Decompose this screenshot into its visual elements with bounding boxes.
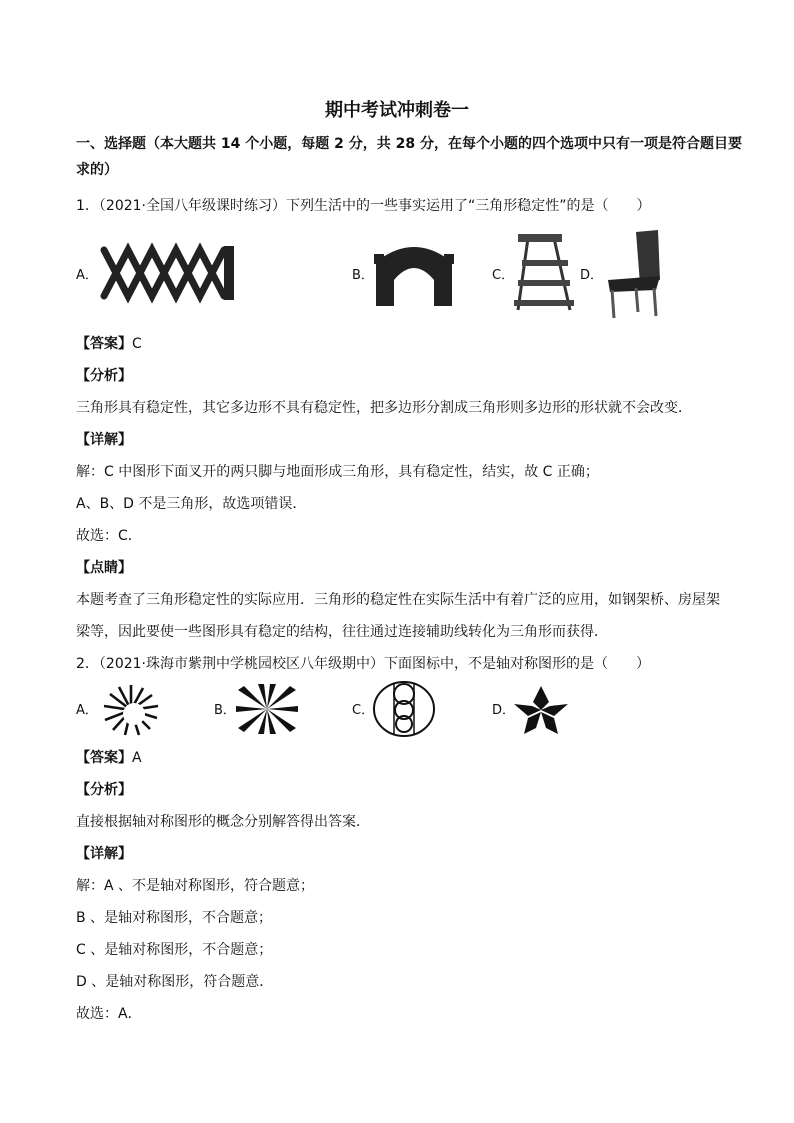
q1-analysis-text: 三角形具有稳定性，其它多边形不具有稳定性，把多边形分割成三角形则多边形的形状就不会改变． (76, 400, 692, 416)
q2-analysis-label: 【分析】 (76, 782, 132, 798)
q2-option-b-image (236, 684, 298, 734)
q1-answer-tag: 【答案】 (76, 336, 132, 352)
q2-answer-value: A (132, 750, 142, 766)
q2-option-d-label: D． (492, 703, 516, 718)
q1-comment-label: 【点睛】 (76, 560, 132, 576)
q1-option-a-image (98, 238, 238, 308)
q1-option-b-label: B． (352, 268, 374, 283)
q2-analysis-text: 直接根据轴对称图形的概念分别解答得出答案． (76, 814, 370, 830)
q1-option-a-label: A． (76, 268, 98, 283)
q2-option-b-label: B． (214, 703, 236, 718)
q2-option-a-label: A． (76, 703, 98, 718)
q2-detail-line3: C 、是轴对称图形，不合题意； (76, 942, 273, 958)
q2-stem: 2．（2021·珠海市紫荆中学桃园校区八年级期中）下面图标中，不是轴对称图形的是（ ） (76, 656, 650, 672)
q1-choose: 故选：C． (76, 528, 142, 544)
q2-choose: 故选：A． (76, 1006, 142, 1022)
q2-option-a-image (102, 684, 160, 736)
q1-option-c-label: C． (492, 268, 515, 283)
q1-option-d-label: D． (580, 268, 604, 283)
section-heading-line1: 一、选择题（本大题共 14 个小题，每题 2 分，共 28 分，在每个小题的四个选项中只有一项是符合题目要 (76, 136, 742, 152)
q1-analysis-label: 【分析】 (76, 368, 132, 384)
q1-answer-value: C (132, 336, 142, 352)
page-title: 期中考试冲刺卷一 (325, 100, 469, 121)
q2-detail-label: 【详解】 (76, 846, 132, 862)
q1-option-d-image (600, 228, 668, 320)
q1-answer-label (76, 334, 142, 354)
q2-detail-line2: B 、是轴对称图形，不合题意； (76, 910, 273, 926)
q2-detail-line1: 解：A 、不是轴对称图形，符合题意； (76, 878, 315, 894)
q1-stem: 1．（2021·全国八年级课时练习）下列生活中的一些事实运用了“三角形稳定性”的是（ ） (76, 198, 651, 214)
q2-detail-line4: D 、是轴对称图形，符合题意． (76, 974, 274, 990)
q1-detail-line1: 解：C 中图形下面叉开的两只脚与地面形成三角形，具有稳定性，结实，故 C 正确； (76, 464, 599, 480)
q2-option-c-label: C． (352, 703, 375, 718)
q1-option-c-image (510, 232, 580, 312)
section-heading-line2: 求的） (76, 162, 118, 178)
q2-answer-label (76, 748, 142, 768)
q1-option-b-image (372, 236, 456, 308)
q1-comment-line2: 梁等，因此要使一些图形具有稳定的结构，往往通过连接辅助线转化为三角形而获得． (76, 624, 608, 640)
q1-detail-line2: A、B、D 不是三角形，故选项错误． (76, 496, 307, 512)
q2-answer-tag: 【答案】 (76, 750, 132, 766)
q1-comment-line1: 本题考查了三角形稳定性的实际应用．三角形的稳定性在实际生活中有着广泛的应用，如钢架桥、房屋架 (76, 592, 720, 608)
q2-option-c-image (372, 680, 436, 738)
q2-option-d-image (512, 684, 570, 736)
q1-detail-label: 【详解】 (76, 432, 132, 448)
